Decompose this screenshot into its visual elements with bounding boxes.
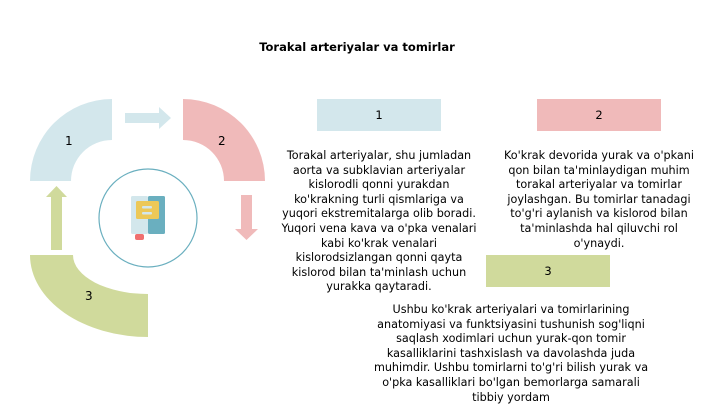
arrow-right-icon <box>125 107 171 129</box>
segment-1-label: 1 <box>65 134 73 148</box>
step-1-header: 1 <box>317 99 441 131</box>
page-title: Torakal arteriyalar va tomirlar <box>259 40 455 54</box>
segment-2-label: 2 <box>218 134 226 148</box>
book-icon <box>131 196 165 240</box>
segment-3-label: 3 <box>85 289 93 303</box>
step-3-text: Ushbu ko'krak arteriyalari va tomirlarining anatomiyasi va funktsiyasini tushunish sog'liqni saqlash xodimlari uchun yurak-qon tomir kasalliklarini tashxislash va davolashda juda muhimdir. Ushbu tomirlarni to'g'ri bilish yurak va o'pka kasalliklari bo'lgan bemorlarga samarali tibbiy yordam <box>373 303 649 404</box>
arrow-down-icon <box>235 195 258 240</box>
arrow-up-icon <box>46 186 67 250</box>
step-1-text: Torakal arteriyalar, shu jumladan aorta va subklavian arteriyalar kislorodli qonni yurakdan ko'krakning turli qismlariga va yuqori ekstremitalarga olib boradi. Yuqori vena kava va o'pka venalari kabi ko'krak venalari kislorodsizlangan qonni qayta kislorod bilan ta'minlash uchun yurakka qaytaradi. <box>281 149 477 294</box>
step-3-header: 3 <box>486 255 610 287</box>
step-2-header: 2 <box>537 99 661 131</box>
step-2-text: Ko'krak devorida yurak va o'pkani qon bilan ta'minlaydigan muhim torakal arteriyalar va tomirlar joylashgan. Bu tomirlar tanadagi to'g'ri aylanish va kislorod bilan ta'minlashda hal qiluvchi rol o'ynaydi. <box>504 149 694 250</box>
